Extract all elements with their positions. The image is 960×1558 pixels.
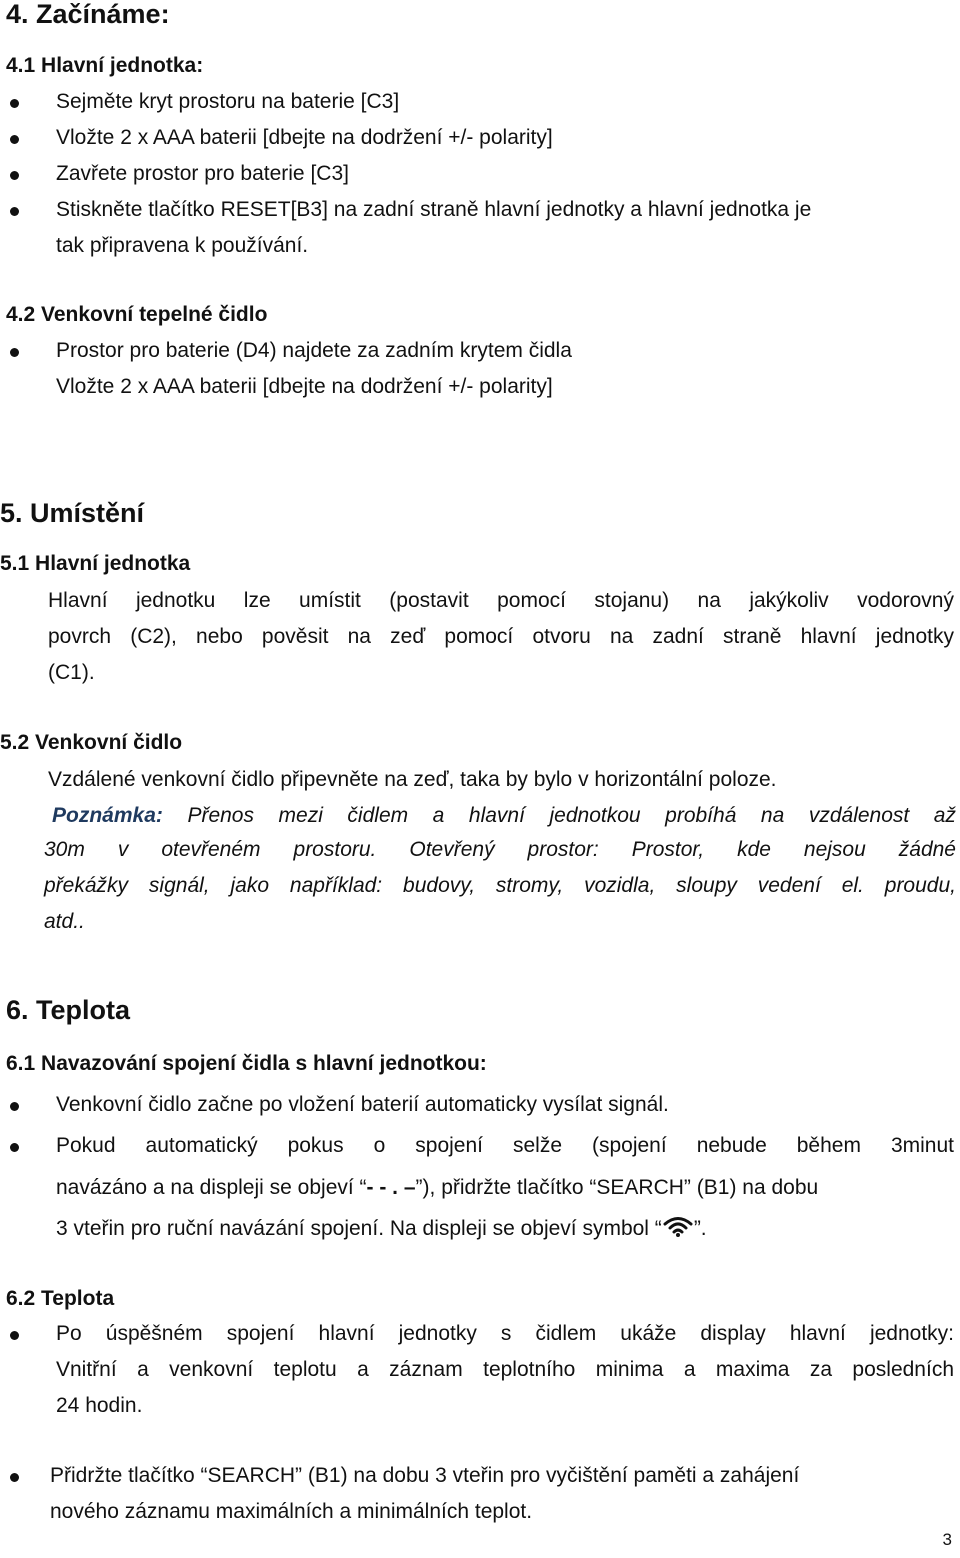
text-segment: navázáno a na displeji se objeví “ [56, 1176, 367, 1199]
text-segment: 3 vteřin pro ruční navázání spojení. Na displeji se objeví symbol “ [56, 1217, 662, 1240]
list-item-continuation: tak připravena k používání. [56, 234, 309, 257]
bullet-dot [10, 135, 19, 144]
note-line: atd.. [44, 910, 85, 933]
bullet-dot [10, 1331, 19, 1340]
section-6-1-heading: 6.1 Navazování spojení čidla s hlavní jednotkou: [6, 1052, 487, 1075]
list-item: Prostor pro baterie (D4) najdete za zadním krytem čidla [56, 339, 572, 362]
bullet-dot [10, 207, 19, 216]
section-6-2-heading: 6.2 Teplota [6, 1287, 115, 1310]
page-number: 3 [942, 1530, 952, 1549]
section-4-1-heading: 4.1 Hlavní jednotka: [6, 54, 204, 77]
bullet-dot [10, 1102, 19, 1111]
note-label: Poznámka: [52, 804, 163, 827]
wifi-signal-icon [662, 1213, 694, 1235]
text-segment: ”. [693, 1217, 707, 1240]
display-dashes: - - . – [366, 1176, 416, 1199]
paragraph-line: povrch (C2), nebo pověsit na zeď pomocí otvoru na zadní straně hlavní jednotky [48, 625, 954, 648]
paragraph-line: Vzdálené venkovní čidlo připevněte na zeď, taka by bylo v horizontální poloze. [48, 768, 777, 791]
section-5-title: 5. Umístění [0, 498, 145, 528]
bullet-dot [10, 1473, 19, 1482]
section-4-title: 4. Začínáme: [6, 0, 170, 29]
bullet-dot [10, 1143, 19, 1152]
section-5-1-heading: 5.1 Hlavní jednotka [0, 552, 191, 575]
list-item: Zavřete prostor pro baterie [C3] [56, 162, 349, 185]
list-item: Po úspěšném spojení hlavní jednotky s čidlem ukáže display hlavní jednotky: [56, 1322, 954, 1345]
paragraph-line: (C1). [48, 661, 95, 684]
bullet-dot [10, 171, 19, 180]
list-item-continuation: nového záznamu maximálních a minimálních teplot. [50, 1500, 533, 1523]
list-item-continuation [56, 1170, 818, 1206]
section-5-2-heading: 5.2 Venkovní čidlo [0, 731, 183, 754]
note-line: 30m v otevřeném prostoru. Otevřený prostor: Prostor, kde nejsou žádné [44, 838, 956, 861]
note-text: Přenos mezi čidlem a hlavní jednotkou probíhá na vzdálenost až [187, 804, 956, 827]
list-item: Sejměte kryt prostoru na baterie [C3] [56, 90, 400, 113]
section-4-2-heading: 4.2 Venkovní tepelné čidlo [6, 303, 268, 326]
bullet-dot [10, 99, 19, 108]
section-6-title: 6. Teplota [6, 995, 131, 1025]
list-item-continuation [56, 1211, 707, 1247]
list-item: Vložte 2 x AAA baterii [dbejte na dodržení +/- polarity] [56, 126, 553, 149]
list-item-continuation: 24 hodin. [56, 1394, 143, 1417]
text-segment: ”), přidržte tlačítko “SEARCH” (B1) na dobu [415, 1176, 819, 1199]
note-line [52, 798, 956, 834]
list-item: Stiskněte tlačítko RESET[B3] na zadní straně hlavní jednotky a hlavní jednotka je [56, 198, 812, 221]
list-item-continuation: Vnitřní a venkovní teplotu a záznam teplotního minima a maxima za posledních [56, 1358, 954, 1381]
list-item: Vložte 2 x AAA baterii [dbejte na dodržení +/- polarity] [56, 375, 553, 398]
list-item: Pokud automatický pokus o spojení selže (spojení nebude během 3minut [56, 1134, 954, 1157]
bullet-dot [10, 348, 19, 357]
paragraph-line: Hlavní jednotku lze umístit (postavit pomocí stojanu) na jakýkoliv vodorovný [48, 589, 954, 612]
list-item: Venkovní čidlo začne po vložení baterií automaticky vysílat signál. [56, 1093, 669, 1116]
list-item: Přidržte tlačítko “SEARCH” (B1) na dobu 3 vteřin pro vyčištění paměti a zahájení [50, 1464, 800, 1487]
note-line: překážky signál, jako například: budovy, stromy, vozidla, sloupy vedení el. proudu, [44, 874, 956, 897]
